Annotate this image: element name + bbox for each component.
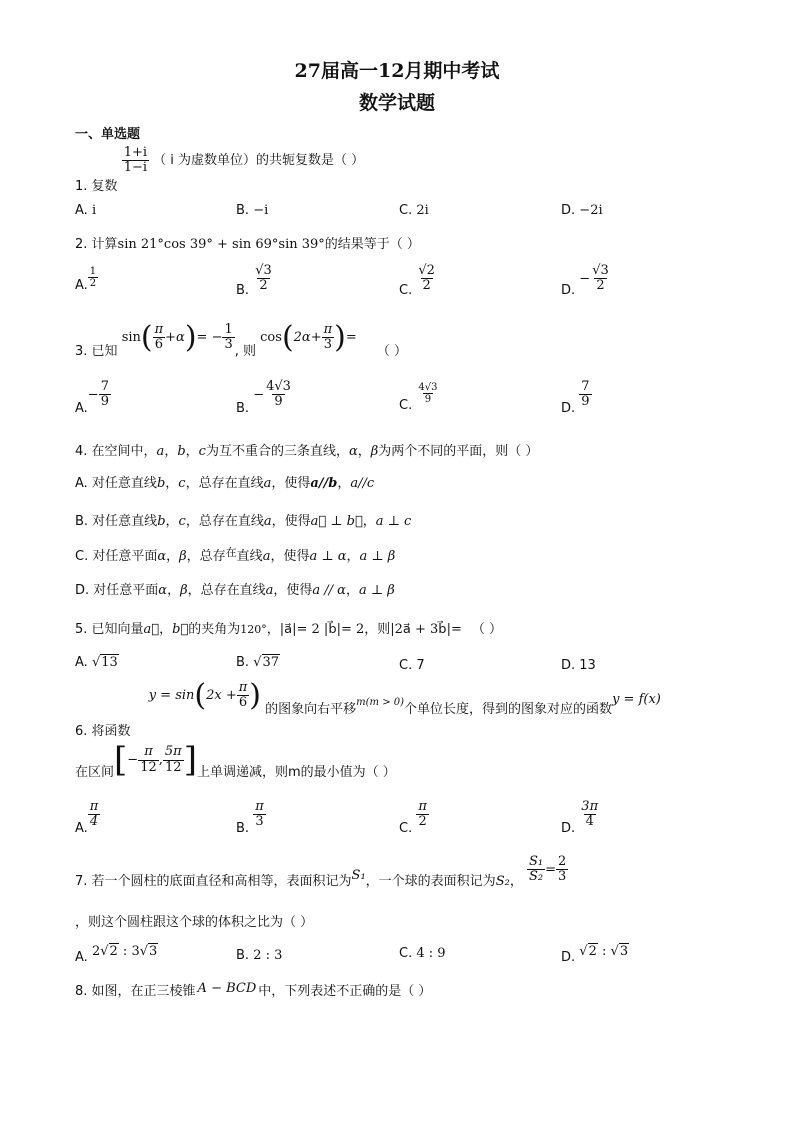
q4-option-d: D. 对任意平面α，β，总存在直线a，使得a // α，a ⊥ β — [75, 583, 395, 598]
q6-option-c: C. $\frac{\pi}{2}$ — [399, 799, 427, 837]
q7-option-d: D. √2 : √3 — [561, 944, 629, 965]
q5-option-a: A. √13 — [75, 655, 118, 670]
q7-option-b: B. 2 : 3 — [236, 948, 283, 963]
q7-option-c: C. 4 : 9 — [399, 946, 446, 961]
question-4: 4. 在空间中，a，b，c为互不重合的三条直线，α，β为两个不同的平面，则（ ） — [75, 444, 539, 459]
question-3: 3. 已知 sin( $\frac{\pi}{6}$ +α)= − $\frac{1}{3}$ , 则 cos(2α+ $\frac{\pi}{3}$ )= （ ） — [75, 320, 408, 359]
question-5: 5. 已知向量a⃗，b⃗的夹角为120°，|a⃗|= 2 |b⃗|= 2，则|2a⃗ + 3b⃗|= （ ） — [75, 622, 502, 637]
q1-option-d: D. −2i — [561, 203, 603, 218]
q6-option-b: B. $\frac{\pi}{3}$ — [236, 799, 264, 837]
section-heading: 一、单选题 — [75, 127, 141, 142]
q2-option-b: B. $\frac{√3}{2}$ — [236, 263, 272, 299]
question-2: 2. 计算sin 21°cos 39° + sin 69°sin 39°的结果等于（ ） — [75, 237, 420, 252]
question-7: 7. 若一个圆柱的底面直径和高相等，表面积记为S₁，一个球的表面积记为S₂， $\frac{\text{S₁}}{\text{S₂}}$ = $\frac{2}{3}$ — [75, 854, 567, 890]
q6-option-d: D. $\frac{3\pi}{4}$ — [561, 799, 599, 837]
q1-option-c: C. 2i — [399, 203, 429, 218]
q3-option-d: D. $\frac{7}{9}$ — [561, 379, 590, 417]
question-1 — [75, 145, 365, 195]
exam-title: 27届高一12月期中考试 — [294, 60, 500, 82]
q6-option-a: A. $\frac{\pi}{4}$ — [75, 799, 99, 837]
q1-option-b: B. −i — [236, 203, 269, 218]
question-6: 6. 将函数 y = sin(2x + $\frac{\pi}{6}$ ) 的图象向右平移m(m > 0)个单位长度，得到的图象对应的函数y = f(x) — [75, 678, 661, 739]
q1-option-a: A. i — [75, 203, 97, 218]
q2-option-c: C. $\frac{√2}{2}$ — [399, 263, 435, 299]
q7-line-2: ，则这个圆柱跟这个球的体积之比为（ ） — [75, 915, 314, 930]
q3-option-b: B. − $\frac{4√3}{9}$ — [236, 379, 291, 417]
q5-option-b: B. √37 — [236, 655, 280, 670]
q4-option-a: A. 对任意直线b，c，总存在直线a，使得a//b，a//c — [75, 476, 375, 491]
q4-option-c: C. 对任意平面α，β，总存$^在$直线a，使得a ⊥ α，a ⊥ β — [75, 546, 396, 564]
q1-suffix: （ i 为虚数单位）的共轭复数是（ ） — [153, 153, 365, 169]
q2-option-a: A. $\frac{1}{2}$ — [75, 266, 97, 293]
q1-prefix: 1. 复数 — [75, 179, 118, 195]
q2-option-d: D. − $\frac{√3}{2}$ — [561, 263, 609, 299]
q3-option-a: A.− $\frac{7}{9}$ — [75, 379, 109, 417]
question-8: 8. 如图，在正三棱锥 A − BCD 中，下列表述不正确的是（ ） — [75, 981, 432, 999]
q3-option-c: C. $\frac{4√3}{9}$ — [399, 382, 438, 413]
exam-subtitle: 数学试题 — [358, 92, 435, 114]
q1-fraction: $\frac{1+i}{1-i}$ — [123, 145, 148, 176]
q5-option-c: C. 7 — [399, 658, 425, 673]
q7-option-a: A. 2√2 : 3√3 — [75, 944, 158, 965]
q6-line-2: 在区间[− $\frac{\pi}{12}$ , $\frac{5\pi}{12}$ ]上单调递减，则m的最小值为（ ） — [75, 740, 396, 780]
q4-option-b: B. 对任意直线b，c，总存在直线a，使得a⃗ ⊥ b⃗，a ⊥ c — [75, 514, 412, 529]
q5-option-d: D. 13 — [561, 658, 596, 673]
